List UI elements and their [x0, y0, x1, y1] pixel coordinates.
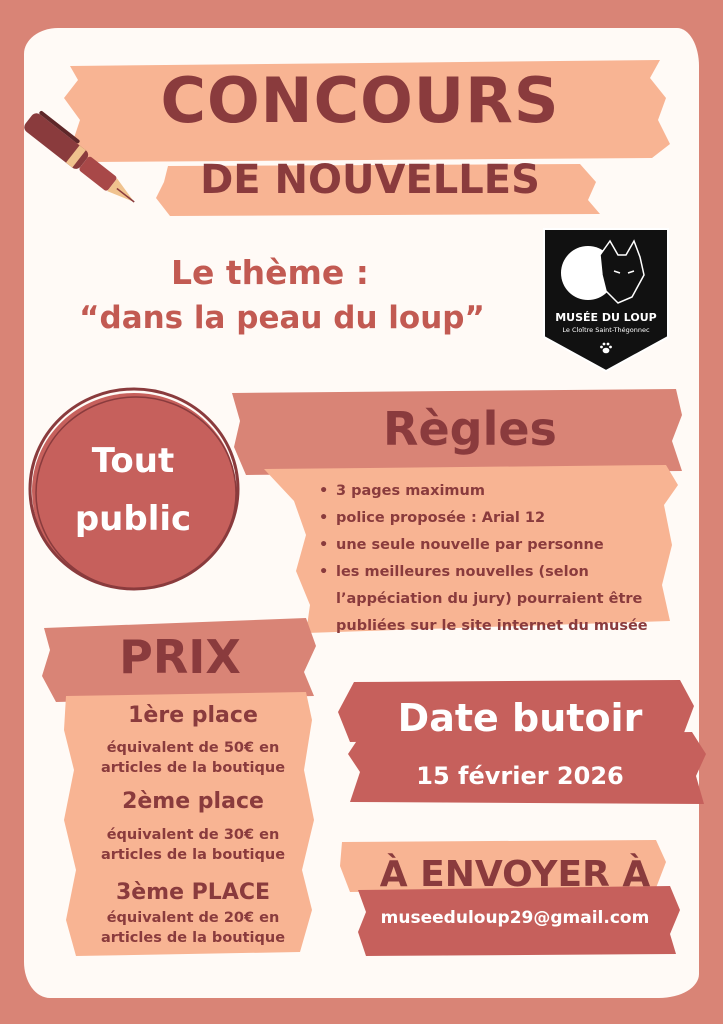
theme-value: “dans la peau du loup” — [79, 300, 485, 336]
rule-item: • les meilleures nouvelles (selon l’appéciation du jury) pourraient être publiées sur le site internet du musée — [316, 559, 656, 640]
audience-badge — [28, 385, 248, 595]
rule-item: • 3 pages maximum — [316, 478, 656, 505]
prize-reward-1b: articles de la boutique — [100, 760, 286, 776]
rule-item: • police proposée : Arial 12 — [316, 505, 656, 532]
paw-icon — [599, 341, 613, 355]
prize-place-2: 2ème place — [122, 789, 264, 814]
deadline-title: Date butoir — [397, 696, 643, 740]
logo-name: MUSÉE DU LOUP — [555, 311, 657, 324]
prize-reward-2a: équivalent de 30€ en — [106, 827, 280, 843]
rules-title: Règles — [383, 402, 557, 456]
prize-place-3: 3ème PLACE — [115, 880, 271, 905]
museum-logo — [540, 225, 672, 373]
wolf-moon-icon — [540, 231, 672, 311]
title-line2: DE NOUVELLES — [200, 157, 540, 203]
contact-title: À ENVOYER À — [379, 854, 651, 895]
rule-item: • une seule nouvelle par personne — [316, 532, 656, 559]
deadline-date: 15 février 2026 — [416, 762, 624, 790]
prize-place-1: 1ère place — [128, 703, 258, 728]
logo-location: Le Cloître Saint-Thégonnec — [562, 326, 650, 334]
rules-list — [316, 478, 656, 640]
prizes-title: PRIX — [119, 630, 241, 684]
badge-line1: Tout — [91, 441, 175, 481]
badge-line2: public — [74, 498, 192, 539]
prize-reward-3b: articles de la boutique — [100, 930, 286, 946]
contact-email[interactable]: museeduloup29@gmail.com — [380, 908, 650, 928]
prize-reward-3a: équivalent de 20€ en — [106, 910, 280, 926]
prize-reward-1a: équivalent de 50€ en — [106, 740, 280, 756]
prize-reward-2b: articles de la boutique — [100, 847, 286, 863]
theme-label: Le thème : — [171, 253, 369, 292]
title-line1: CONCOURS — [160, 64, 560, 137]
